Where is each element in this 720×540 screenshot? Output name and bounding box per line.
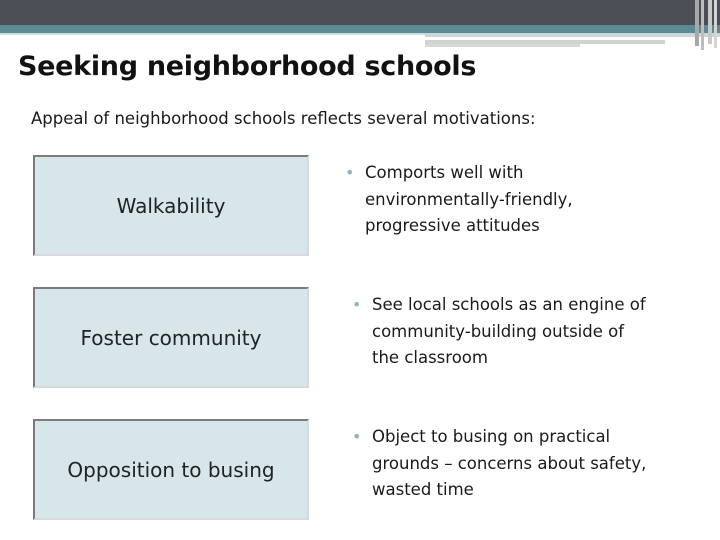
- bullet-marker-icon: •: [352, 427, 362, 446]
- motivation-label: Foster community: [80, 325, 262, 350]
- bullet-walkability: [345, 160, 705, 240]
- bullet-line: grounds – concerns about safety,: [372, 453, 647, 473]
- bullet-line: community-building outside of: [372, 321, 625, 341]
- bullet-line: environmentally-friendly,: [365, 189, 573, 209]
- bullet-foster-community: [352, 292, 712, 372]
- bullet-line: progressive attitudes: [365, 216, 540, 235]
- bullet-line: See local schools as an engine of: [372, 295, 646, 314]
- motivation-box-foster-community: [33, 287, 309, 388]
- bullet-marker-icon: •: [345, 163, 355, 182]
- bullet-line: Comports well with: [365, 163, 524, 182]
- slide-subtitle: Appeal of neighborhood schools reflects several motivations:: [31, 109, 536, 128]
- motivation-box-opposition-to-busing: [33, 419, 309, 520]
- bullet-marker-icon: •: [352, 295, 362, 314]
- bullet-line: Object to busing on practical: [372, 427, 611, 446]
- bullet-line: the classroom: [372, 348, 488, 367]
- top-bar-decoration: [0, 0, 720, 50]
- slide-title: Seeking neighborhood schools: [18, 51, 477, 82]
- motivation-label: Opposition to busing: [67, 457, 275, 482]
- bullet-opposition-to-busing: [352, 424, 712, 504]
- motivation-label: Walkability: [116, 193, 226, 218]
- bullet-line: wasted time: [372, 480, 474, 499]
- motivation-box-walkability: [33, 155, 309, 256]
